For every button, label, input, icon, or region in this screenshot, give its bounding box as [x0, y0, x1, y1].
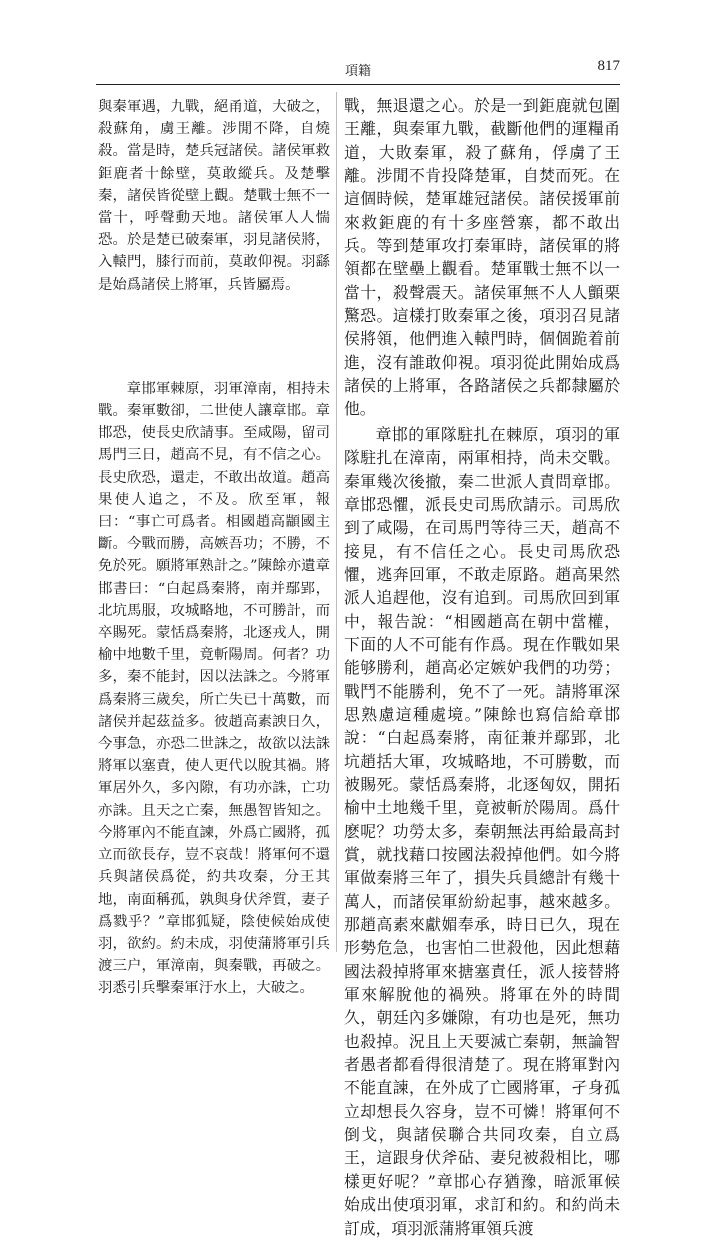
header-rule — [96, 84, 620, 85]
original-paragraph-1: 與秦軍遇，九戰，絕甬道，大破之，殺蘇角，虜王離。涉閒不降，自燒殺。當是時，楚兵冠諸侯。諸侯軍救鉅鹿者十餘壁，莫敢縱兵。及楚擊秦，諸侯皆從壁上觀。楚戰士無不一當十，呼聲動天地。諸侯軍人人惴恐。於是楚已破秦軍，羽見諸侯將，入轅門，膝行而前，莫敢仰視。羽繇是始爲諸侯上將軍，兵皆屬焉。 — [98, 99, 330, 293]
running-title: 項籍 — [344, 64, 371, 79]
page-header — [96, 60, 620, 82]
paragraph-gap — [98, 296, 330, 378]
translation-paragraph-2: 章邯的軍隊駐扎在棘原，項羽的軍隊駐扎在漳南，兩軍相持，尚未交戰。秦軍幾次後撤，秦二世派人責問章邯。章邯恐懼，派長史司馬欣請示。司馬欣到了咸陽，在司馬門等待三天，趙高不接見，有不信任之心。長史司馬欣恐懼，逃奔回軍，不敢走原路。趙高果然派人追趕他，沒有追到。司馬欣回到軍中，報告說：“相國趙高在朝中當權，下面的人不可能有作爲。現在作戰如果能够勝利，趙高必定嫉妒我們的功勞；戰鬥不能勝利，免不了一死。請將軍深思熟慮這種處境。”陳餘也寫信給章邯說：“白起爲秦將，南征兼并鄢郢，北坑趙括大軍，攻城略地，不可勝數，而被賜死。蒙恬爲秦將，北逐匈奴，開拓榆中土地幾千里，竟被斬於陽周。爲什麽呢？功勞太多，秦朝無法再給最高封賞，就找藉口按國法殺掉他們。如今將軍做秦將三年了，損失兵員總計有幾十萬人，而諸侯軍紛紛起事，越來越多。那趙高素來獻媚奉承，時日已久，現在形勢危急，也害怕二世殺他，因此想藉國法殺掉將軍來搪塞責任，派人接替將軍來解脫他的禍殃。將軍在外的時間久，朝廷內多嫌隙，有功也是死，無功也殺掉。況且上天要滅亡秦朝，無論智者愚者都看得很清楚了。現在將軍對內不能直諫，在外成了亡國將軍，孑身孤立却想長久容身，豈不可憐！將軍何不倒戈，與諸侯聯合共同攻秦，自立爲王，這跟身伏斧砧、妻兒被殺相比，哪樣更好呢？”章邯心存猶豫，暗派軍候始成出使項羽軍，求訂和約。和約尚未訂成，項羽派蒲將軍領兵渡 — [344, 424, 620, 1238]
translation-column — [344, 94, 620, 1240]
original-paragraph-2: 章邯軍棘原，羽軍漳南，相持未戰。秦軍數卻，二世使人讓章邯。章邯恐，使長史欣請事。至咸陽，留司馬門三日，趙高不見，有不信之心。長史欣恐，還走，不敢出故道。趙高果使人追之，不及。欣至軍，報曰：“事亡可爲者。相國趙高顓國主斷。今戰而勝，高嫉吾功；不勝，不免於死。願將軍熟計之。”陳餘亦遺章邯書曰：“白起爲秦將，南并鄢郢，北坑馬服，攻城略地，不可勝計，而卒賜死。蒙恬爲秦將，北逐戎人，開榆中地數千里，竟斬陽周。何者？功多，秦不能封，因以法誅之。今將軍爲秦將三歲矣，所亡失已十萬數，而諸侯并起茲益多。彼趙高素諛日久，今事急，亦恐二世誅之，故欲以法誅將軍以塞責，使人更代以脫其禍。將軍居外久，多內隙，有功亦誅，亡功亦誅。且天之亡秦，無愚智皆知之。今將軍內不能直諫，外爲亡國將，孤立而欲長存，豈不哀哉！將軍何不還兵與諸侯爲從，約共攻秦，分王其地，南面稱孤，孰與身伏斧質，妻子爲戮乎？”章邯狐疑，陰使候始成使羽，欲約。約未成，羽使蒲將軍引兵渡三户，軍漳南，與秦戰，再破之。羽悉引兵擊秦軍汙水上，大破之。 — [98, 380, 330, 997]
column-divider — [336, 92, 337, 952]
page-number: 817 — [597, 58, 620, 74]
original-text-column — [98, 96, 330, 1000]
translation-paragraph-1: 戰，無退還之心。於是一到鉅鹿就包圍王離，與秦軍九戰，截斷他們的運糧甬道，大敗秦軍，殺了蘇角，俘虜了王離。涉閒不肯投降楚軍，自焚而死。在這個時候，楚軍雄冠諸侯。諸侯援軍前來救鉅鹿的有十多座營寨，都不敢出兵。等到楚軍攻打秦軍時，諸侯軍的將領都在壁壘上觀看。楚軍戰士無不以一當十，殺聲震天。諸侯軍無不人人顫栗驚恐。這樣打敗秦軍之後，項羽召見諸侯將領，他們進入轅門時，個個跪着前進，沒有誰敢仰視。項羽從此開始成爲諸侯的上將軍，各路諸侯之兵都隸屬於他。 — [344, 96, 620, 419]
